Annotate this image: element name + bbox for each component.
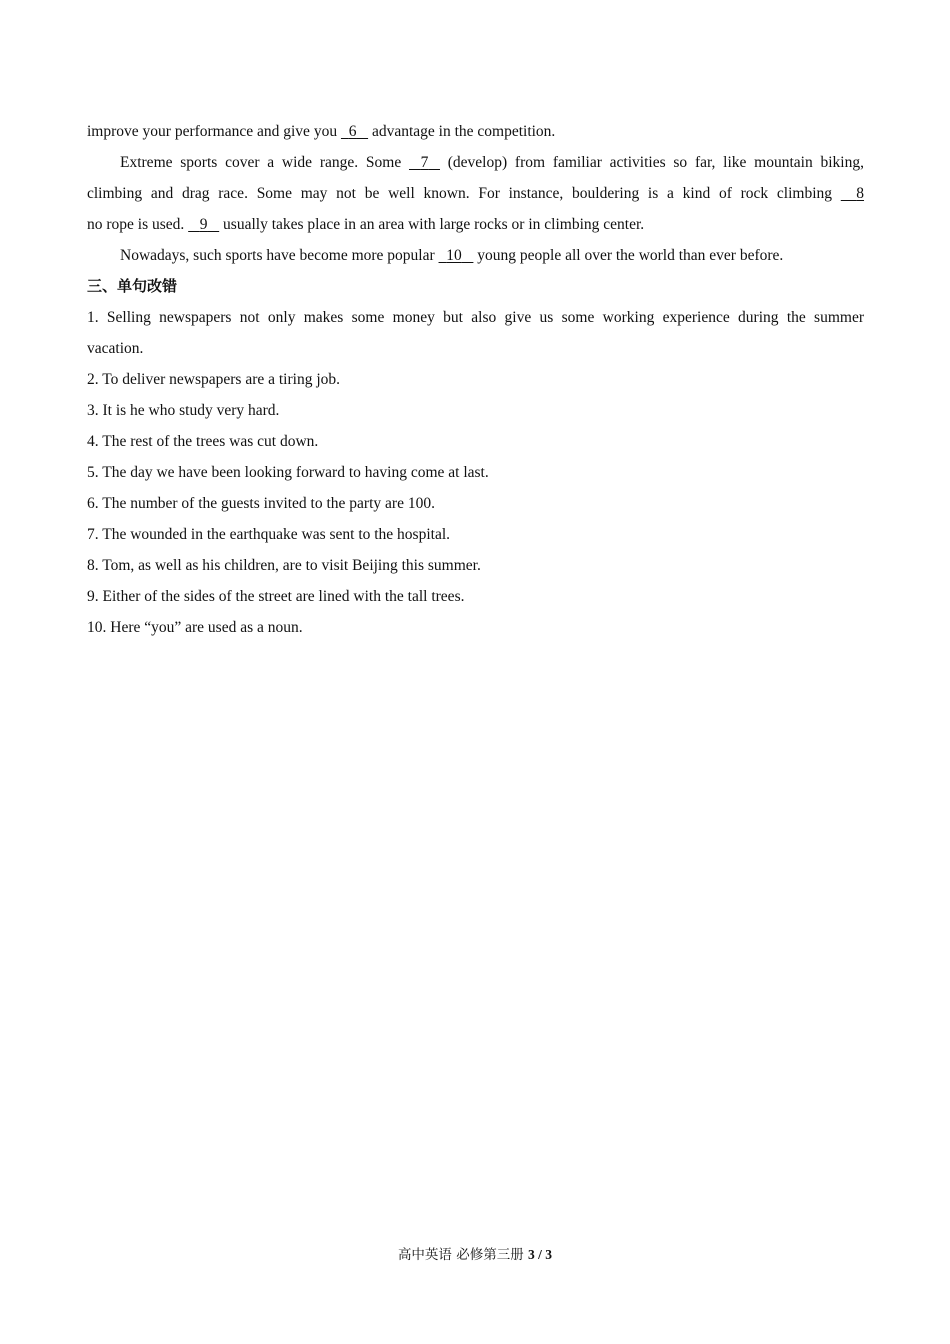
passage-text: usually takes place in an area with large rocks or in climbing center.: [223, 216, 645, 233]
blank-8: 8: [856, 185, 865, 202]
footer-title: 高中英语 必修第三册: [397, 1247, 524, 1263]
list-item: 10. Here “you” are used as a noun.: [87, 619, 303, 636]
passage-text: Nowadays, such sports have become more popular: [120, 247, 435, 264]
passage-text: Extreme sports cover a wide range. Some: [120, 154, 402, 171]
list-item: 4. The rest of the trees was cut down.: [87, 433, 319, 450]
list-item: vacation.: [87, 340, 144, 357]
blank-6: 6: [348, 123, 357, 140]
passage-text: (develop) from familiar activities so far, like mountain biking,: [447, 154, 864, 171]
passage-line-2: [87, 147, 864, 178]
passage-line-4: [87, 209, 864, 240]
section-heading: 三、单句改错: [87, 277, 178, 295]
passage-line-5: [87, 240, 864, 271]
page-number: 3 / 3: [528, 1247, 553, 1262]
document-body: [87, 116, 864, 643]
blank-7: 7: [420, 154, 429, 171]
list-item: 5. The day we have been looking forward to having come at last.: [87, 464, 489, 481]
page-footer: [0, 1243, 950, 1263]
passage-text: advantage in the competition.: [371, 123, 556, 140]
list-item: 6. The number of the guests invited to the party are 100.: [87, 495, 435, 512]
list-item: 9. Either of the sides of the street are lined with the tall trees.: [87, 588, 465, 605]
passage-text: improve your performance and give you: [87, 123, 338, 140]
blank-9: 9: [199, 216, 208, 233]
passage-text: no rope is used.: [87, 216, 185, 233]
list-item: 2. To deliver newspapers are a tiring job.: [87, 371, 341, 388]
passage-text: climbing and drag race. Some may not be well known. For instance, bouldering is a kind of rock climbing: [87, 185, 833, 202]
passage-line-1: [87, 116, 864, 147]
blank-10: 10: [446, 247, 462, 264]
list-item: 8. Tom, as well as his children, are to visit Beijing this summer.: [87, 557, 481, 574]
passage-text: young people all over the world than ever before.: [477, 247, 784, 264]
passage-line-3: [87, 178, 864, 209]
list-item: 7. The wounded in the earthquake was sent to the hospital.: [87, 526, 451, 543]
list-item: 3. It is he who study very hard.: [87, 402, 280, 419]
list-item: 1. Selling newspapers not only makes some money but also give us some working experience during the summer: [87, 309, 864, 326]
